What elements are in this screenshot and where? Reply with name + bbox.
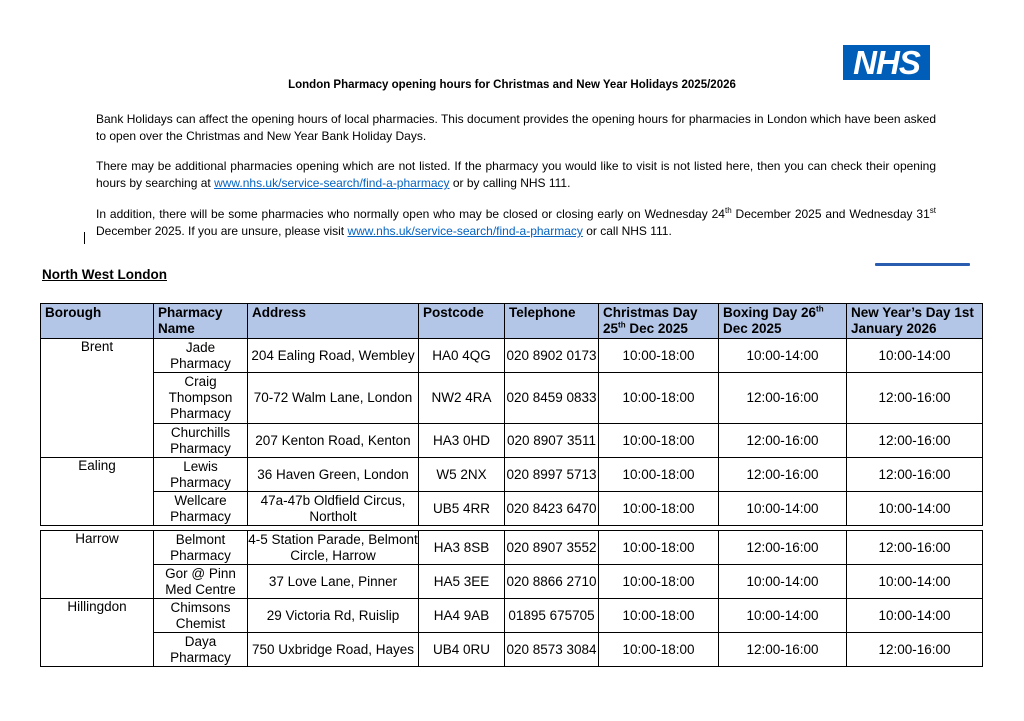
table-row <box>41 633 983 667</box>
cell-newyear: 10:00-14:00 <box>847 565 983 599</box>
cell-pharmacy: Chimsons Chemist <box>154 599 248 633</box>
cell-pharmacy: Gor @ Pinn Med Centre <box>154 565 248 599</box>
cell-boxing: 10:00-14:00 <box>719 599 847 633</box>
cell-newyear: 12:00-16:00 <box>847 531 983 565</box>
cell-borough: Harrow <box>41 531 154 565</box>
table-row <box>41 565 983 599</box>
cell-address: 204 Ealing Road, Wembley <box>248 339 419 373</box>
cell-borough <box>41 373 154 424</box>
cell-boxing: 12:00-16:00 <box>719 531 847 565</box>
cell-christmas: 10:00-18:00 <box>599 373 719 424</box>
cell-pharmacy: Belmont Pharmacy <box>154 531 248 565</box>
cell-borough: Ealing <box>41 458 154 492</box>
cell-telephone: 020 8902 0173 <box>505 339 599 373</box>
cell-postcode: HA3 8SB <box>419 531 505 565</box>
header-postcode: Postcode <box>419 304 505 339</box>
cell-newyear: 10:00-14:00 <box>847 599 983 633</box>
cell-address: 207 Kenton Road, Kenton <box>248 424 419 458</box>
table-header-row <box>41 304 983 339</box>
cell-boxing: 12:00-16:00 <box>719 458 847 492</box>
cell-borough <box>41 633 154 667</box>
cell-boxing: 12:00-16:00 <box>719 373 847 424</box>
cell-telephone: 020 8866 2710 <box>505 565 599 599</box>
cell-address: 37 Love Lane, Pinner <box>248 565 419 599</box>
text-cursor <box>84 232 85 244</box>
header-christmas-text: Christmas Day 25 <box>603 305 698 336</box>
table-row <box>41 339 983 373</box>
cell-borough <box>41 565 154 599</box>
p3-sup-st: st <box>929 206 936 215</box>
header-new-years-day: New Year’s Day 1st January 2026 <box>847 304 983 339</box>
cell-telephone: 020 8907 3511 <box>505 424 599 458</box>
cell-christmas: 10:00-18:00 <box>599 458 719 492</box>
header-christmas-day <box>599 304 719 339</box>
cell-boxing: 10:00-14:00 <box>719 565 847 599</box>
region-heading: North West London <box>42 267 167 282</box>
table-row <box>41 373 983 424</box>
header-boxing-day <box>719 304 847 339</box>
cell-borough: Brent <box>41 339 154 373</box>
cell-address: 750 Uxbridge Road, Hayes <box>248 633 419 667</box>
cell-telephone: 020 8573 3084 <box>505 633 599 667</box>
header-telephone: Telephone <box>505 304 599 339</box>
closing-early-paragraph <box>96 206 936 240</box>
nhs-logo: NHS <box>843 45 930 80</box>
cell-telephone: 020 8997 5713 <box>505 458 599 492</box>
cell-telephone: 020 8907 3552 <box>505 531 599 565</box>
header-christmas-text-2: Dec 2025 <box>625 321 688 336</box>
cell-boxing: 10:00-14:00 <box>719 339 847 373</box>
cell-postcode: W5 2NX <box>419 458 505 492</box>
find-pharmacy-link-2[interactable]: www.nhs.uk/service-search/find-a-pharmacy <box>347 224 583 238</box>
cell-address: 47a-47b Oldfield Circus, Northolt <box>248 492 419 526</box>
cell-borough <box>41 492 154 526</box>
p3-text-b: December 2025 and Wednesday 31 <box>731 207 930 221</box>
cell-address: 70-72 Walm Lane, London <box>248 373 419 424</box>
p3-text-c: December 2025. If you are unsure, please visit <box>96 224 348 238</box>
cell-postcode: NW2 4RA <box>419 373 505 424</box>
cell-christmas: 10:00-18:00 <box>599 531 719 565</box>
table-row <box>41 599 983 633</box>
cell-postcode: HA3 0HD <box>419 424 505 458</box>
cell-borough <box>41 424 154 458</box>
cell-address: 36 Haven Green, London <box>248 458 419 492</box>
cell-newyear: 12:00-16:00 <box>847 633 983 667</box>
cell-newyear: 12:00-16:00 <box>847 424 983 458</box>
cell-postcode: HA5 3EE <box>419 565 505 599</box>
additional-pharmacies-paragraph <box>96 158 936 192</box>
decorative-blue-line <box>875 263 970 266</box>
p2-text-after: or by calling NHS 111. <box>449 176 571 190</box>
intro-paragraph <box>96 111 936 145</box>
cell-pharmacy: Churchills Pharmacy <box>154 424 248 458</box>
cell-postcode: UB5 4RR <box>419 492 505 526</box>
cell-christmas: 10:00-18:00 <box>599 633 719 667</box>
header-pharmacy-name: Pharmacy Name <box>154 304 248 339</box>
document-title: London Pharmacy opening hours for Christmas and New Year Holidays 2025/2026 <box>288 79 736 91</box>
cell-postcode: HA0 4QG <box>419 339 505 373</box>
cell-address: 29 Victoria Rd, Ruislip <box>248 599 419 633</box>
cell-telephone: 020 8459 0833 <box>505 373 599 424</box>
table-row <box>41 424 983 458</box>
pharmacy-table-continued <box>40 530 983 667</box>
header-address: Address <box>248 304 419 339</box>
cell-newyear: 10:00-14:00 <box>847 339 983 373</box>
p3-sup-th: th <box>724 206 732 215</box>
cell-address: 4-5 Station Parade, Belmont Circle, Harrow <box>248 531 418 563</box>
cell-postcode: HA4 9AB <box>419 599 505 633</box>
cell-pharmacy: Wellcare Pharmacy <box>154 492 248 526</box>
p3-text-d: or call NHS 111. <box>582 224 672 238</box>
cell-christmas: 10:00-18:00 <box>599 339 719 373</box>
cell-boxing: 12:00-16:00 <box>719 633 847 667</box>
cell-pharmacy: Jade Pharmacy <box>154 339 248 373</box>
p2-text-before: There may be additional pharmacies opening which are not listed. If the pharmacy you would like to visit is not listed here, then you can check their opening hours by searching at <box>96 159 936 190</box>
cell-telephone: 020 8423 6470 <box>505 492 599 526</box>
cell-boxing: 12:00-16:00 <box>719 424 847 458</box>
header-borough: Borough <box>41 304 154 339</box>
cell-newyear: 12:00-16:00 <box>847 458 983 492</box>
cell-christmas: 10:00-18:00 <box>599 424 719 458</box>
cell-newyear: 12:00-16:00 <box>847 373 983 424</box>
pharmacy-table <box>40 303 983 526</box>
cell-telephone: 01895 675705 <box>505 599 599 633</box>
table-row <box>41 492 983 526</box>
header-boxing-sup: th <box>816 304 824 314</box>
cell-newyear: 10:00-14:00 <box>847 492 983 526</box>
intro-text: Bank Holidays can affect the opening hours of local pharmacies. This document provides the opening hours for pharmacies in London which have been asked to open over the Christmas and New Year Bank Holiday Days. <box>96 112 936 143</box>
cell-pharmacy: Craig Thompson Pharmacy <box>154 373 248 424</box>
cell-postcode: UB4 0RU <box>419 633 505 667</box>
header-christmas-sup: th <box>618 320 626 330</box>
cell-pharmacy: Lewis Pharmacy <box>154 458 248 492</box>
table-row <box>41 531 983 565</box>
find-pharmacy-link[interactable]: www.nhs.uk/service-search/find-a-pharmacy <box>214 176 450 190</box>
table-row <box>41 458 983 492</box>
header-boxing-text-2: Dec 2025 <box>723 321 782 336</box>
p3-text-a: In addition, there will be some pharmacies who normally open who may be closed or closing early on Wednesday 24 <box>96 207 725 221</box>
cell-borough: Hillingdon <box>41 599 154 633</box>
cell-christmas: 10:00-18:00 <box>599 565 719 599</box>
header-boxing-text: Boxing Day 26 <box>723 305 817 320</box>
cell-christmas: 10:00-18:00 <box>599 492 719 526</box>
cell-pharmacy: Daya Pharmacy <box>154 633 248 667</box>
cell-boxing: 10:00-14:00 <box>719 492 847 526</box>
cell-christmas: 10:00-18:00 <box>599 599 719 633</box>
